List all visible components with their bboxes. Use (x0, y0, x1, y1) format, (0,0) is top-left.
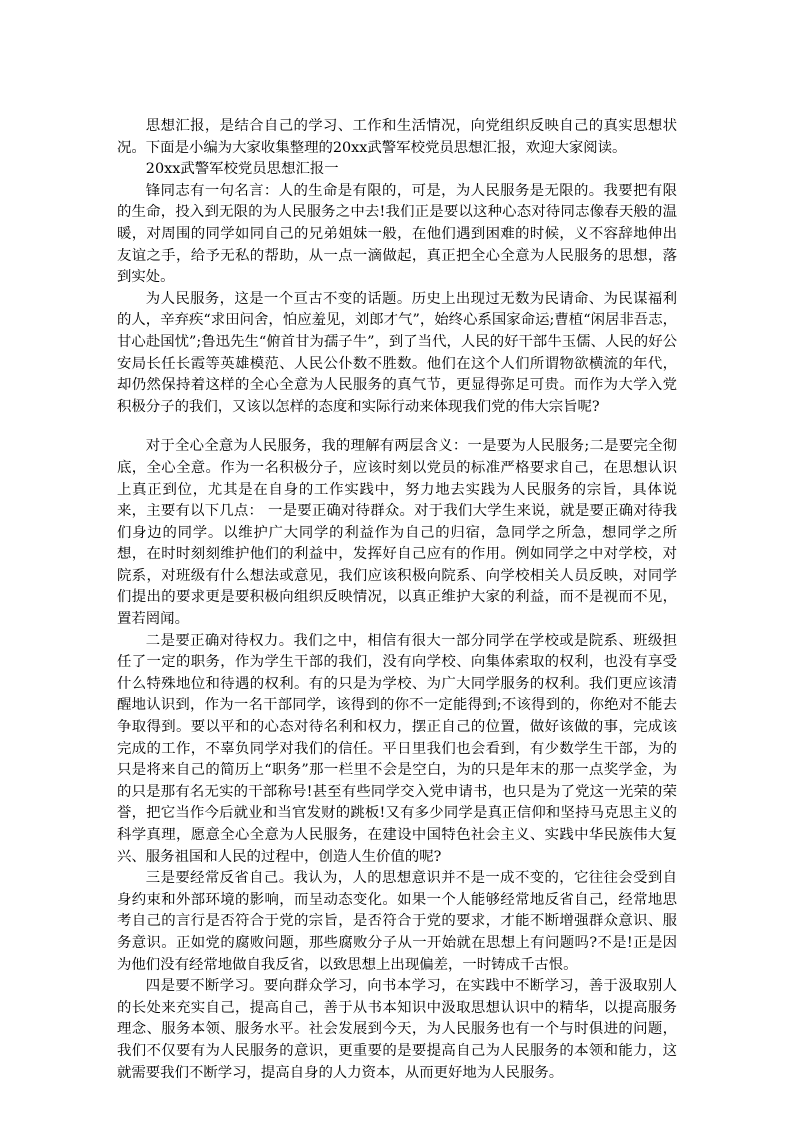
section-heading: 20xx武警军校党员思想汇报一 (145, 161, 339, 178)
body-paragraph: 二是要正确对待权力。我们之中，相信有很大一部分同学在学校或是院系、班级担任了一定的职务，作为学生干部的我们，没有向学校、向集体索取的权利，也没有享受什么特殊地位和待遇的权利。有的只是为学校、为广大同学服务的权利。我们更应该清醒地认识到，作为一名干部同学，该得到的你不一定能得到;不该得到的，你绝对不能去争取得到。要以平和的心态对待名利和权力，摆正自己的位置，做好该做的事，完成该完成的工作，不辜负同学对我们的信任。平日里我们也会看到，有少数学生干部，为的只是将来自己的简历上“职务”那一栏里不会是空白，为的只是年末的那一点奖学金，为的只是那有名无实的干部称号!甚至有些同学交入党申请书，也只是为了党这一光荣的荣誉，把它当作今后就业和当官发财的跳板!又有多少同学是真正信仰和坚持马克思主义的科学真理，愿意全心全意为人民服务，在建设中国特色社会主义、实践中华民族伟大复兴、服务祖国和人民的过程中，创造人生价值的呢? (117, 632, 677, 865)
body-paragraph: 为人民服务，这是一个亘古不变的话题。历史上出现过无数为民请命、为民谋福利的人，辛弃疾“求田问舍，怕应羞见，刘郎才气”，始终心系国家命运;曹植“闲居非吾志，甘心赴国忧”;鲁迅先生“俯首甘为孺子牛”，到了当代，人民的好干部牛玉儒、人民的好公安局长任长霞等英雄模范、人民公仆数不胜数。他们在这个人们所谓物欲横流的年代，却仍然保持着这样的全心全意为人民服务的真气节，更显得弥足可贵。而作为大学入党积极分子的我们，又该以怎样的态度和实际行动来体现我们党的伟大宗旨呢? (117, 290, 677, 415)
body-paragraph: 对于全心全意为人民服务，我的理解有两层含义：一是要为人民服务;二是要完全彻底，全心全意。作为一名积极分子，应该时刻以党员的标准严格要求自己，在思想认识上真正到位，尤其是在自身的工作实践中，努力地去实践为人民服务的宗旨，具体说来，主要有以下几点： 一是要正确对待群众。对于我们大学生来说，就是要正确对待我们身边的同学。以维护广大同学的利益作为自己的归宿，急同学之所急，想同学之所想，在时时刻刻维护他们的利益中，发挥好自己应有的作用。例如同学之中对学校，对院系，对班级有什么想法或意见，我们应该积极向院系、向学校相关人员反映，对同学们提出的要求更是要积极向组织反映情况，以真正维护大家的利益，而不是视而不见，置若罔闻。 (117, 438, 677, 628)
body-paragraph: 锋同志有一句名言：人的生命是有限的，可是，为人民服务是无限的。我要把有限的生命，投入到无限的为人民服务之中去!我们正是要以这种心态对待同志像春天般的温暖，对周围的同学如同自己的兄弟姐妹一般，在他们遇到困难的时候，义不容辞地伸出友谊之手，给予无私的帮助，从一点一滴做起，真正把全心全意为人民服务的思想，落到实处。 (117, 182, 677, 286)
intro-paragraph: 思想汇报，是结合自己的学习、工作和生活情况，向党组织反映自己的真实思想状况。下面是小编为大家收集整理的20xx武警军校党员思想汇报，欢迎大家阅读。 (117, 118, 677, 156)
document-body (117, 116, 677, 1084)
body-paragraph: 四是要不断学习。要向群众学习，向书本学习，在实践中不断学习，善于汲取别人的长处来充实自己，提高自己，善于从书本知识中汲取思想认识中的精华，以提高服务理念、服务本领、服务水平。社会发展到今天，为人民服务也有一个与时俱进的问题，我们不仅要有为人民服务的意识，更重要的是要提高自己为人民服务的本领和能力，这就需要我们不断学习，提高自身的人力资本，从而更好地为人民服务。 (117, 978, 677, 1081)
body-paragraph: 三是要经常反省自己。我认为，人的思想意识并不是一成不变的，它往往会受到自身约束和外部环境的影响，而呈动态变化。如果一个人能够经常地反省自己，经常地思考自己的言行是否符合于党的宗旨，是否符合于党的要求，才能不断增强群众意识、服务意识。正如党的腐败问题，那些腐败分子从一开始就在思想上有问题吗?不是!正是因为他们没有经常地做自我反省，以致思想上出现偏差，一时铸成千古恨。 (117, 870, 677, 973)
